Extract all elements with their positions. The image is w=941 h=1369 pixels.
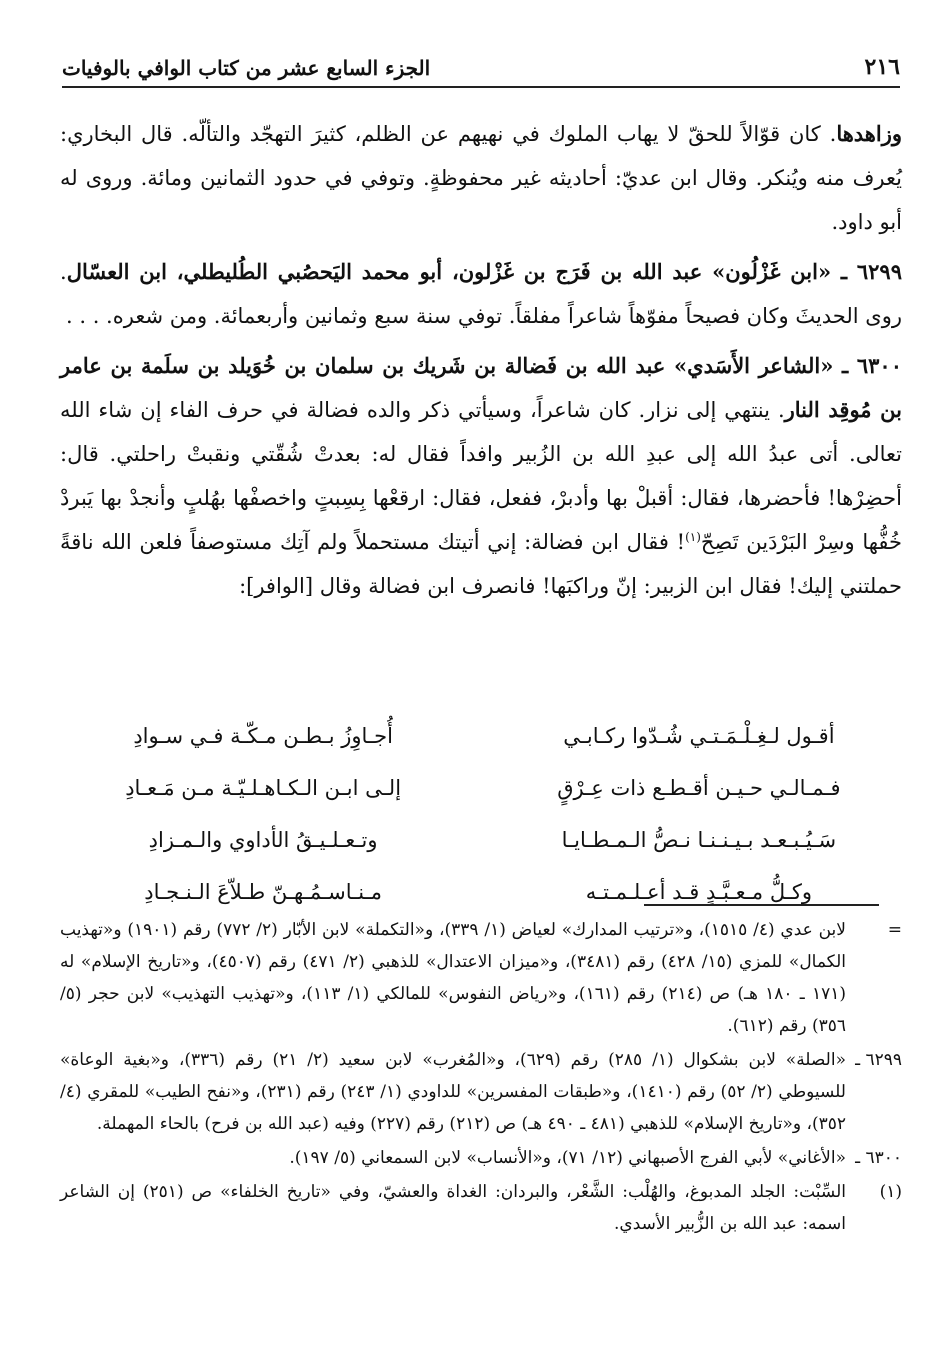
poem: [62, 710, 900, 918]
verse-first-hemistich: سَـيُـبـعـد بـيـنـنـا نـصُّ الـمـطـايـا: [561, 828, 837, 852]
footnote: [60, 1176, 902, 1240]
page-number: ٢١٦: [864, 54, 900, 80]
entry-text: . ينتهي إلى نزار. كان شاعراً، وسيأتي ذكر والده فضالة في حرف الفاء إن شاء الله تعالى. أتى عبدُ الله إلى عبدِ الله بن الزُبير وافداً فقال له: بعدتْ شُقّتي ونقبتْ راحلتي. قال: أحضِرْها! فأحضرها، فقال: أقبلْ بها وأدبرْ، ففعل، فقال: ارقعْها بِسِبتٍ واخصفْها بهُلبٍ وأنجدْ بها يَبردْ خُفُّها وسِرْ البَرْدَين تَصِحّ: [60, 398, 903, 554]
poem-verse: [62, 762, 900, 814]
verse-second-hemistich: وتـعـلـيـقُ الأداوي والـمـزادِ: [148, 828, 378, 852]
page-header: [62, 40, 900, 88]
footnote: [60, 1044, 902, 1140]
verse-second-hemistich: إلـى ابـن الـكـاهـلـيّـة مـن مَـعـادِ: [125, 776, 402, 800]
verse-second-hemistich: أُجـاوِزُ بـطـن مـكّـة فـي سـوادِ: [133, 724, 393, 748]
paragraph-text: . كان قوّالاً للحقّ لا يهاب الملوك في نهيهم عن الظلم، كثيرَ التهجّد والتألّه. قال البخاري: يُعرف منه ويُنكر. وقال ابن عديّ: أحاديثه غير محفوظةٍ. وتوفي في حدود الثمانين ومائة. وروى له أبو داود.: [60, 122, 902, 234]
entry-text-continued: ! فقال ابن فضالة: إني أتيتك مستحملاً ولم آتِك مستوصفاً فلعن الله ناقةً حملتني إليك! فقال ابن الزبير: إنّ وراكبَها! فانصرف ابن فضالة وقال [الوافر]:: [60, 530, 902, 598]
main-text: [60, 112, 902, 608]
footnote-separator: [644, 904, 879, 906]
verse-first-hemistich: فـمـالـي حـيـن أقـطـع ذات عِـرْقٍ: [557, 776, 841, 800]
entry-heading: ٦٢٩٩ ـ «ابن غَزْلُون» عبد الله بن فَرَج بن غَزْلون، أبو محمد اليَحصُبي الطُليطلي، ابن العسّال: [66, 259, 902, 284]
poem-verse: [62, 814, 900, 866]
poem-verse: [62, 710, 900, 762]
entry-heading: ٦٣٠٠ ـ «الشاعر الأَسَدي» عبد الله بن فَضالة بن شَريك بن سلمان بن خُوَيلد بن سلَمة بن عامر بن مُوقِد النار: [60, 353, 902, 422]
bold-lead: وزاهدها: [836, 121, 902, 146]
footnote-marker: (١): [879, 1182, 902, 1202]
footnote: [60, 914, 902, 1042]
footnote-text: السِّبْت: الجلد المدبوغ، والهُلْب: الشَّعْر، والبردان: الغداة والعشيّ، وفي «تاريخ الخلفاء» ص (٢٥١) إن الشاعر اسمه: عبد الله بن الزُّبير الأسدي.: [60, 1182, 847, 1234]
entry-6299: [60, 250, 902, 338]
footnote-marker: ٦٣٠٠ ـ: [855, 1148, 902, 1168]
poem-verse: [62, 866, 900, 918]
footnote: [60, 1142, 902, 1174]
footnote-text: «الأغاني» لأبي الفرج الأصبهاني (١٢/ ٧١)، و«الأنساب» لابن السمعاني (٥/ ١٩٧).: [289, 1148, 846, 1168]
running-title: الجزء السابع عشر من كتاب الوافي بالوفيات: [62, 56, 431, 80]
footnote-marker: ٦٢٩٩ ـ: [855, 1050, 902, 1070]
footnote-text: لابن عدي (٤/ ١٥١٥)، و«ترتيب المدارك» لعياض (١/ ٣٣٩)، و«التكملة» لابن الأبّار (٢/ ٧٧٢) رقم (١٩٠١) و«تهذيب الكمال» للمزي (١٥/ ٤٢٨) رقم (٣٤٨١)، و«ميزان الاعتدال» للذهبي (٢/ ٤٧١) رقم (٤٥٠٧)، و«تاريخ الإسلام» له (١٧١ ـ ١٨٠ هـ) ص (٢١٤) رقم (١٦١)، و«رياض النفوس» للمالكي (١/ ١١٣)، و«تهذيب التهذيب» لابن حجر (٥/ ٣٥٦) رقم (٦١٢).: [60, 920, 846, 1036]
footnote-marker: =: [887, 920, 902, 940]
verse-first-hemistich: أقـول لـغِـلْـمَـتـي شُـدّوا ركـابـي: [563, 724, 835, 748]
paragraph-continuation: [60, 112, 902, 244]
footnote-ref: (١): [685, 530, 701, 544]
footnote-text: «الصلة» لابن بشكوال (١/ ٢٨٥) رقم (٦٢٩)، و«المُغرب» لابن سعيد (٢/ ٢١) رقم (٣٣٦)، و«بغية الوعاة» للسيوطي (٢/ ٥٢) رقم (١٤١٠)، و«طبقات المفسرين» للداودي (١/ ٢٤٣) رقم (٢٣١)، و«نفح الطيب» للمقري (٤/ ٣٥٢)، و«تاريخ الإسلام» للذهبي (٤٨١ ـ ٤٩٠ هـ) ص (٢١٢) رقم (٢٢٧) وفيه (عبد الله بن فرح) بالحاء المهملة.: [60, 1050, 846, 1134]
verse-second-hemistich: مـنـاسـمُـهـنّ طـلاّعَ الـنـجـادِ: [144, 880, 382, 904]
entry-6300: [60, 344, 902, 608]
footnotes: [60, 914, 902, 1242]
entry-text: . روى الحديثَ وكان فصيحاً مفوّهاً شاعراً مفلقاً. توفي سنة سبع وثمانين وأربعمائة. ومن شعره. . . .: [60, 260, 902, 328]
verse-first-hemistich: وكـلُّ مـعـبَّـدٍ قـد أعـلـمـتـه: [585, 880, 813, 904]
